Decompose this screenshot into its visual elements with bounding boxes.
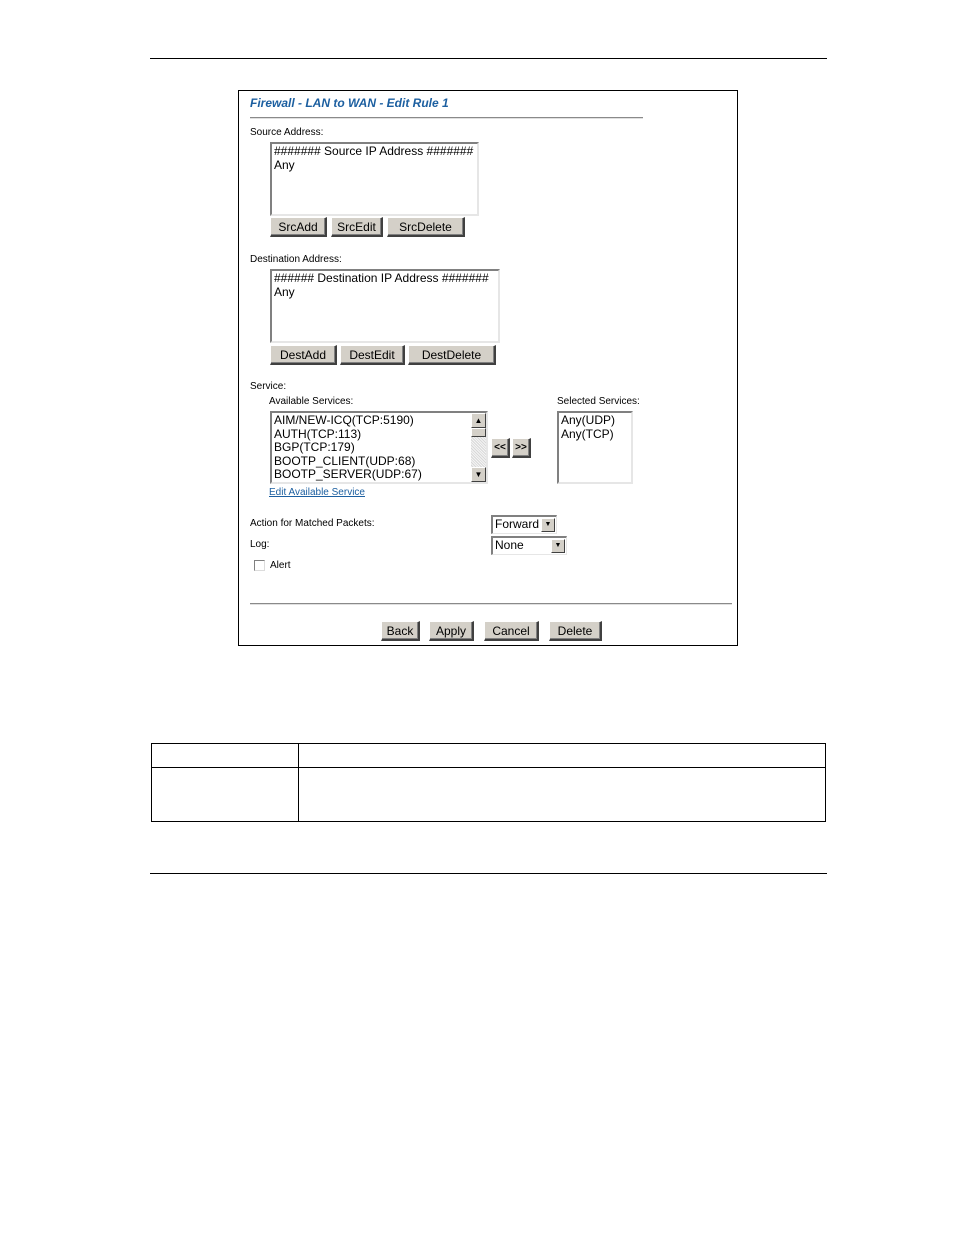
dropdown-arrow-icon[interactable]: ▼ [541,518,555,532]
table-row [152,768,826,822]
title-divider [250,117,643,119]
list-item[interactable]: BGP(TCP:179) [274,440,355,454]
dest-delete-button[interactable]: DestDelete [408,345,496,365]
list-item[interactable]: AUTH(TCP:113) [274,426,362,441]
selected-services-label: Selected Services: [557,396,640,407]
destination-address-list[interactable] [270,269,500,343]
dest-add-button[interactable]: DestAdd [270,345,337,365]
table-cell [152,744,299,768]
src-edit-button[interactable]: SrcEdit [331,217,383,237]
log-select[interactable] [491,536,567,555]
destination-address-label: Destination Address: [250,254,342,265]
list-item[interactable]: ####### Source IP Address ####### [274,144,474,158]
back-button[interactable]: Back [381,621,420,641]
scroll-track[interactable] [471,437,486,467]
selected-services-list[interactable] [557,411,633,484]
move-left-button[interactable]: << [491,438,510,458]
header-rule [150,58,827,59]
action-label: Action for Matched Packets: [250,518,375,529]
list-item[interactable]: BOOTP_SERVER(UDP:67) [274,467,422,481]
delete-button[interactable]: Delete [549,621,602,641]
src-add-button[interactable]: SrcAdd [270,217,327,237]
action-select[interactable] [491,515,557,534]
src-delete-button[interactable]: SrcDelete [387,217,465,237]
edit-rule-panel [238,90,738,646]
alert-checkbox[interactable] [254,560,265,571]
action-select-value: Forward [495,517,540,531]
cancel-button[interactable]: Cancel [484,621,539,641]
move-right-button[interactable]: >> [512,438,531,458]
service-label: Service: [250,381,287,392]
footer-divider [250,603,732,605]
scroll-down-icon[interactable]: ▼ [471,467,486,482]
table-cell [299,744,826,768]
page-title: Firewall - LAN to WAN - Edit Rule 1 [250,96,449,110]
list-item[interactable]: Any [274,157,295,172]
list-item[interactable]: Any(TCP) [561,426,614,441]
list-item[interactable]: ###### Destination IP Address ####### [274,271,489,285]
dest-edit-button[interactable]: DestEdit [340,345,405,365]
scroll-up-icon[interactable]: ▲ [471,413,486,428]
list-item[interactable]: Any(UDP) [561,413,616,427]
table-cell [299,768,826,822]
log-select-value: None [495,538,524,552]
table-row [152,744,826,768]
list-item[interactable]: BOOTP_CLIENT(UDP:68) [274,453,416,468]
available-services-label: Available Services: [269,396,354,407]
list-item[interactable]: AIM/NEW-ICQ(TCP:5190) [274,413,414,427]
apply-button[interactable]: Apply [429,621,474,641]
log-label: Log: [250,539,270,550]
table-cell [152,768,299,822]
description-table [151,743,826,822]
source-address-label: Source Address: [250,127,324,138]
dropdown-arrow-icon[interactable]: ▼ [551,539,565,553]
alert-label: Alert [270,560,291,571]
available-services-scrollbar[interactable] [471,413,486,482]
edit-available-service-link[interactable]: Edit Available Service [269,487,365,498]
list-item[interactable]: Any [274,284,295,299]
source-address-list[interactable] [270,142,479,216]
scroll-thumb[interactable] [471,428,486,437]
footer-rule [150,873,827,874]
available-services-list[interactable] [270,411,488,484]
